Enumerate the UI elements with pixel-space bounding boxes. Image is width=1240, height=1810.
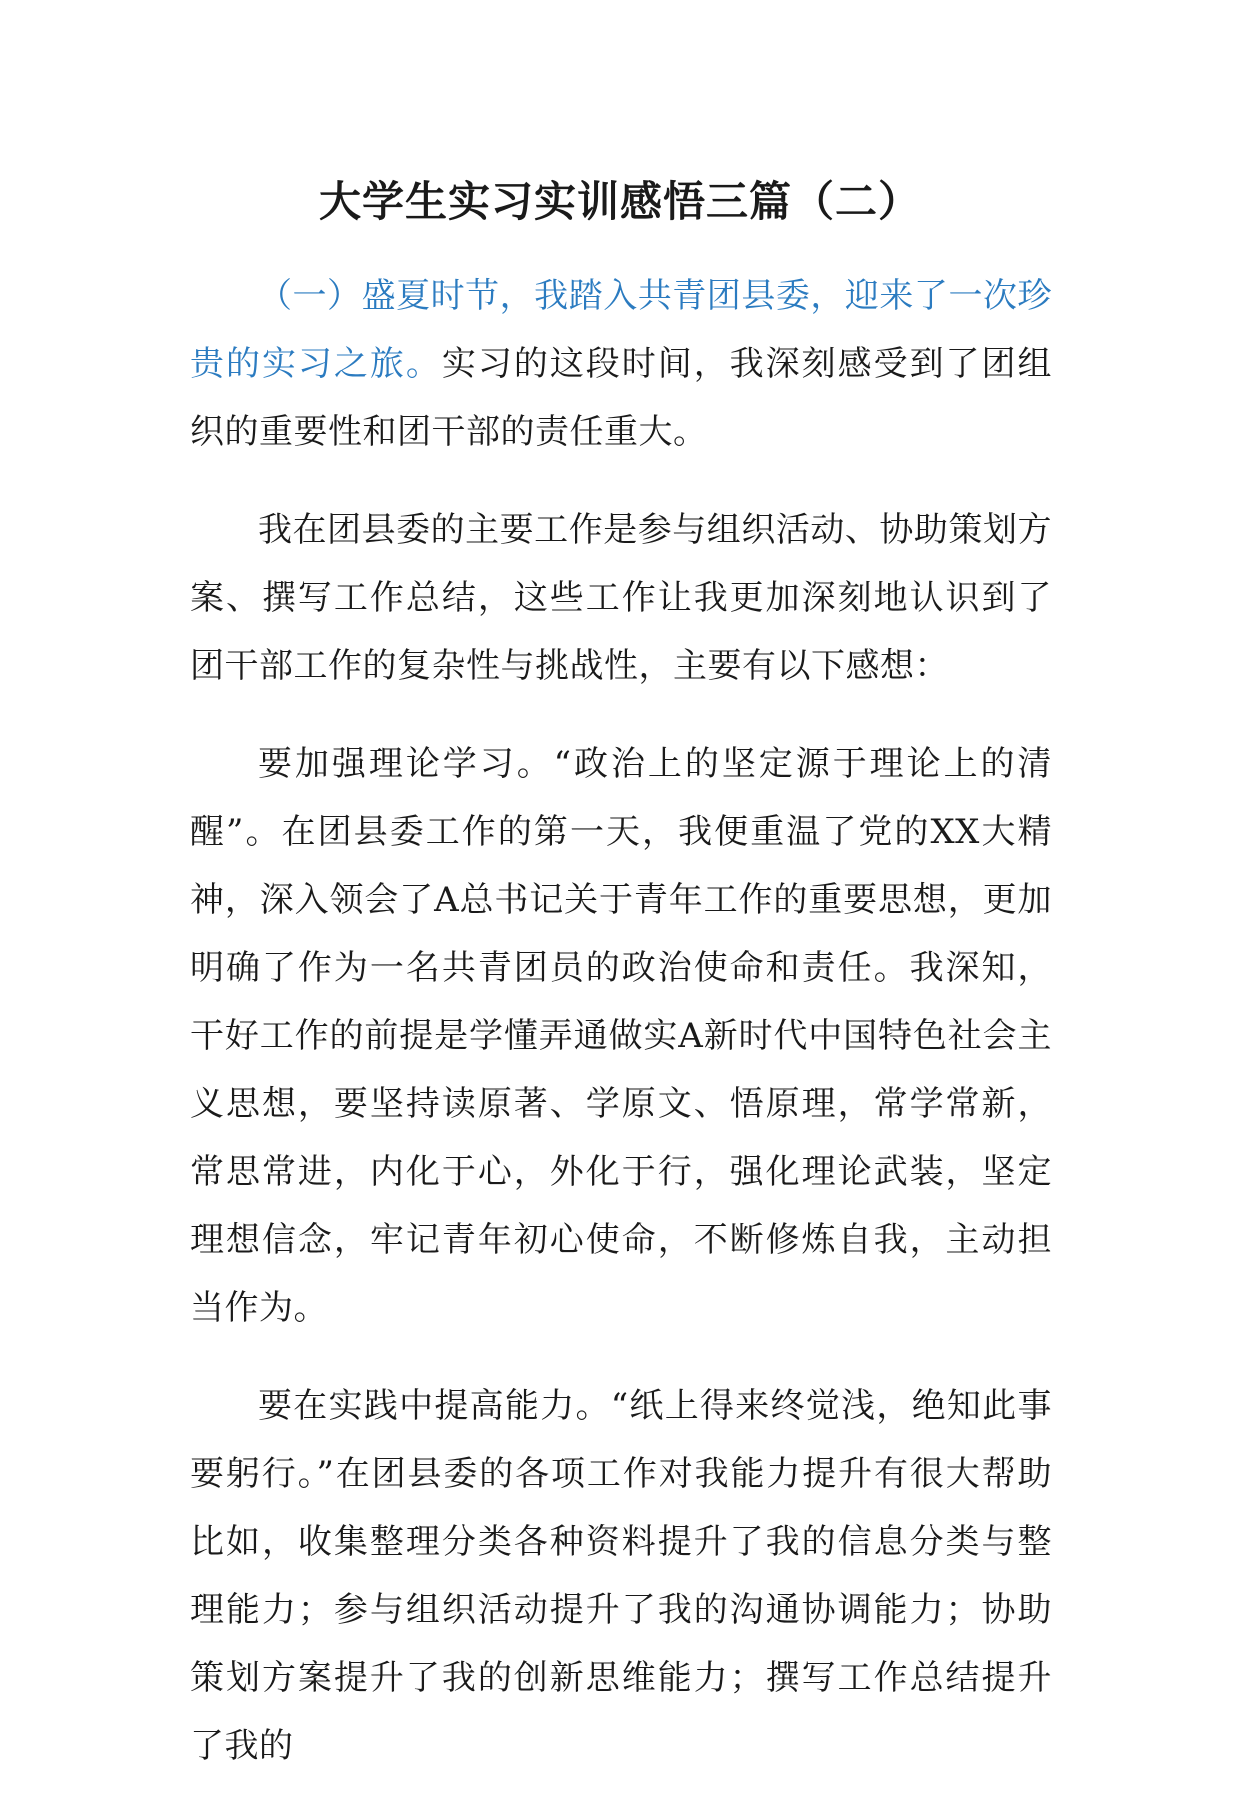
paragraph-3: [190, 730, 1052, 1342]
paragraph-4-text: 要在实践中提高能力。“纸上得来终觉浅，绝知此事要躬行。”在团县委的各项工作对我能力提升有很大帮助比如，收集整理分类各种资料提升了我的信息分类与整理能力；参与组织活动提升了我的沟通协调能力；协助策划方案提升了我的创新思维能力；撰写工作总结提升了我的: [190, 1386, 1052, 1766]
paragraph-3-text: 要加强理论学习。“政治上的坚定源于理论上的清醒”。在团县委工作的第一天，我便重温了党的XX大精神，深入领会了A总书记关于青年工作的重要思想，更加明确了作为一名共青团员的政治使命和责任。我深知，干好工作的前提是学懂弄通做实A新时代中国特色社会主义思想，要坚持读原著、学原文、悟原理，常学常新，常思常进，内化于心，外化于行，强化理论武装，坚定理想信念，牢记青年初心使命，不断修炼自我，主动担当作为。: [190, 744, 1052, 1328]
paragraph-1: [190, 262, 1052, 466]
document-title: 大学生实习实训感悟三篇（二）: [318, 177, 921, 226]
paragraph-4: [190, 1372, 1052, 1780]
paragraph-2-text: 我在团县委的主要工作是参与组织活动、协助策划方案、撰写工作总结，这些工作让我更加深刻地认识到了团干部工作的复杂性与挑战性，主要有以下感想：: [190, 510, 1052, 686]
document-body: [190, 262, 1052, 1810]
paragraph-1-text: 实习的这段时间，我深刻感受到了团组织的重要性和团干部的责任重大。: [190, 344, 1053, 452]
paragraph-2: [190, 496, 1052, 700]
paragraph-1-highlight: （一）盛夏时节，我踏入共青团县委，迎来了一次珍贵的实习之旅。: [190, 276, 1052, 384]
